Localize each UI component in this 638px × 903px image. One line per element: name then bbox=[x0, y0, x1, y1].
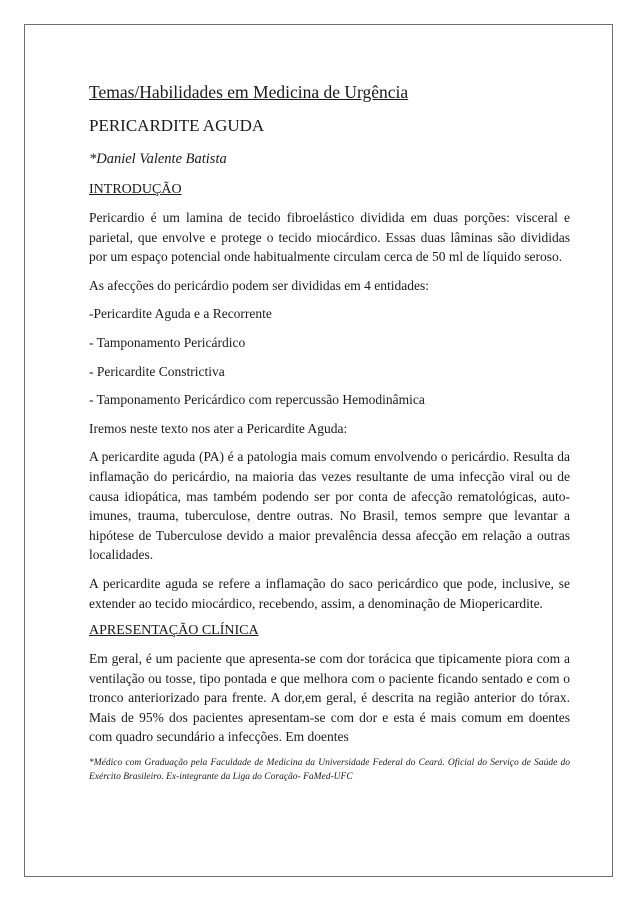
paragraph: Iremos neste texto nos ater a Pericardite Aguda: bbox=[89, 420, 348, 436]
paragraph: As afecções do pericárdio podem ser divididas em 4 entidades: bbox=[89, 277, 430, 293]
paragraph: A pericardite aguda se refere a inflamação do saco pericárdico que pode, inclusive, se extender ao tecido miocárdico, recebendo, assim, a denominação de Miopericardite. bbox=[89, 575, 570, 611]
author-name: *Daniel Valente Batista bbox=[89, 151, 227, 167]
footnote: *Médico com Graduação pela Faculdade de Medicina da Universidade Federal do Ceará. Oficial do Serviço de Saúde do Exército Brasileiro. Ex-integrante da Liga do Coração- FaMed-UFC bbox=[89, 758, 570, 783]
list-item: - Tamponamento Pericárdico com repercussão Hemodinâmica bbox=[89, 392, 425, 408]
paragraph: Pericardio é um lamina de tecido fibroelástico dividida em duas porções: visceral e parietal, que envolve e protege o tecido miocárdico. Essas duas lâminas são divididas por um espaço potencial onde habitualmente circulam cerca de 50 ml de líquido seroso. bbox=[89, 210, 570, 265]
page-content bbox=[89, 81, 570, 784]
section-heading-apresentacao-clinica: APRESENTAÇÃO CLÍNICA bbox=[89, 623, 259, 639]
section-heading-introducao: INTRODUÇÃO bbox=[89, 182, 182, 197]
paragraph: Em geral, é um paciente que apresenta-se com dor torácica que tipicamente piora com a ventilação ou tosse, tipo pontada e que melhora com o paciente ficando sentado e com o tronco anteriorizado para frente. A dor,em geral, é descrita na região anterior do tórax. Mais de 95% dos pacientes apresentam-se com dor e esta é mais comum em doentes com quadro secundário a infecções. Em doentes bbox=[89, 651, 570, 745]
list-item: - Pericardite Constrictiva bbox=[89, 363, 225, 379]
paragraph: A pericardite aguda (PA) é a patologia mais comum envolvendo o pericárdio. Resulta da inflamação do pericárdio, na maioria das vezes resultante de uma infecção viral ou de causa idiopática, mas também podendo ser por conta de afecção rematológicas, auto-imunes, trauma, tuberculose, dentre outras. No Brasil, temos sempre que levantar a hipótese de Tuberculose devido a maior prevalência dessa afecção em relação a outras localidades. bbox=[89, 449, 570, 563]
document-title: Temas/Habilidades em Medicina de Urgência bbox=[89, 82, 409, 102]
document-page bbox=[24, 24, 613, 877]
document-subtitle: PERICARDITE AGUDA bbox=[89, 116, 265, 135]
list-item: -Pericardite Aguda e a Recorrente bbox=[89, 306, 272, 322]
list-item: - Tamponamento Pericárdico bbox=[89, 334, 246, 350]
